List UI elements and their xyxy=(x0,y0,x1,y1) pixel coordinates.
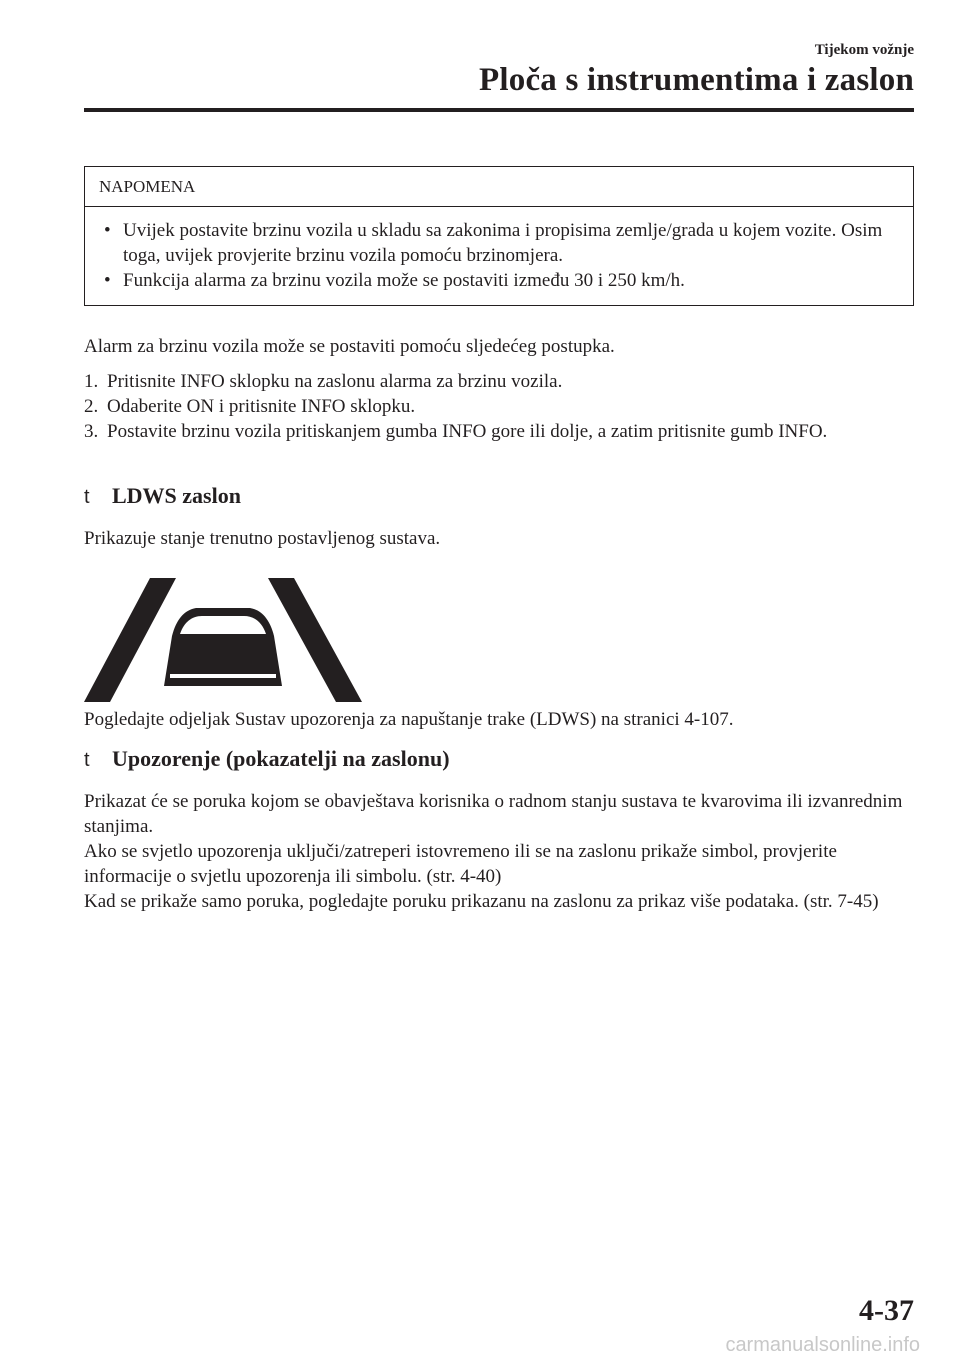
warning-paragraph: Prikazat će se poruka kojom se obavještava korisnika o radnom stanju sustava te kvarovima ili izvanrednim stanjima. xyxy=(84,791,903,837)
section-marker-icon: t xyxy=(84,749,90,771)
steps-list xyxy=(84,369,914,444)
step-item xyxy=(84,394,914,419)
step-number: 1. xyxy=(84,371,99,392)
note-item: • Funkcija alarma za brzinu vozila može se postaviti između 30 i 250 km/h. xyxy=(99,268,899,293)
step-item xyxy=(84,369,914,394)
header-section-label: Tijekom vožnje xyxy=(814,42,914,58)
header-rule xyxy=(84,108,914,112)
note-title: NAPOMENA xyxy=(85,167,913,207)
ldws-heading-text: LDWS zaslon xyxy=(112,483,241,508)
warning-paragraph: Ako se svjetlo upozorenja uključi/zatreperi istovremeno ili se na zaslonu prikaže simbol, provjerite informacije o svjetlu upozorenja ili simbolu. (str. 4-40) xyxy=(84,841,837,887)
step-number: 2. xyxy=(84,396,99,417)
note-list xyxy=(85,207,913,305)
step-item xyxy=(84,419,914,444)
warning-paragraph: Kad se prikaže samo poruka, pogledajte poruku prikazanu na zaslonu za prikaz više podataka. (str. 7-45) xyxy=(84,891,879,912)
note-box xyxy=(84,166,914,306)
step-text: Odaberite ON i pritisnite INFO sklopku. xyxy=(107,396,416,417)
note-item: • Uvijek postavite brzinu vozila u skladu sa zakonima i propisima zemlje/grada u kojem vozite. Osim toga, uvijek provjerite brzinu vozila pomoću brzinomjera. xyxy=(99,218,899,268)
step-number: 3. xyxy=(84,421,99,442)
ldws-heading xyxy=(84,483,241,509)
section-marker-icon: t xyxy=(84,486,90,508)
ldws-description: Prikazuje stanje trenutno postavljenog sustava. xyxy=(84,528,441,549)
step-text: Pritisnite INFO sklopku na zaslonu alarma za brzinu vozila. xyxy=(107,371,563,392)
page-number: 4-37 xyxy=(859,1294,914,1327)
warning-heading xyxy=(84,746,450,772)
watermark: carmanualsonline.info xyxy=(725,1334,920,1356)
warning-heading-text: Upozorenje (pokazatelji na zaslonu) xyxy=(112,746,450,771)
ldws-reference: Pogledajte odjeljak Sustav upozorenja za napuštanje trake (LDWS) na stranici 4-107. xyxy=(84,709,734,730)
step-text: Postavite brzinu vozila pritiskanjem gumba INFO gore ili dolje, a zatim pritisnite gumb INFO. xyxy=(107,421,828,442)
intro-paragraph: Alarm za brzinu vozila može se postaviti pomoću sljedećeg postupka. xyxy=(84,336,615,357)
page-title: Ploča s instrumentima i zaslon xyxy=(479,62,914,98)
lane-departure-icon xyxy=(84,578,362,702)
